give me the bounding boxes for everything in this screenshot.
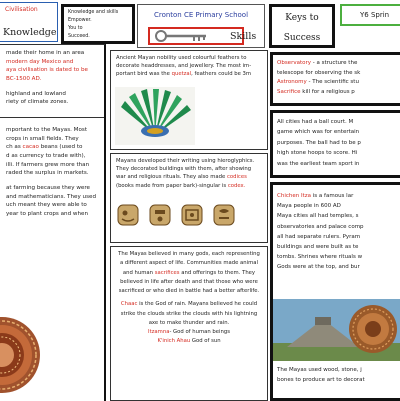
gods-line-2: a different aspect of life. Communities made animal — [120, 260, 258, 267]
skills-title: Skills — [230, 31, 257, 42]
ball-line-2: game which was for entertain — [277, 129, 360, 136]
motto-line-2: Empower. — [68, 18, 92, 24]
deity-itzamna — [115, 328, 263, 337]
gods-line-3: and human sacrifices and offerings to them. They — [122, 269, 256, 276]
writing-line-1: Mayans developed their writing using hieroglyphics. — [116, 158, 255, 164]
region-line-2: modern day Mexico and — [6, 58, 74, 65]
calendar-stone-image — [0, 315, 42, 395]
deity-name: K'inich Ahau — [157, 338, 191, 345]
school-name: Cronton CE Primary School — [153, 11, 249, 19]
mayan-region-text — [0, 45, 104, 107]
chichen-line-3: Maya cities all had temples, s — [277, 213, 359, 220]
region-line-1: made their home in an area — [6, 50, 85, 56]
chichen-itza-panel — [270, 182, 400, 401]
key-graphic — [154, 29, 224, 43]
highlighted-term: quetzal — [171, 71, 192, 78]
region-line-6: highland and lowland — [6, 90, 66, 97]
chichen-line-4: observatories and palace comp — [277, 223, 364, 230]
farming-line-11: year to plant crops and when — [6, 210, 89, 217]
gods-line-5: sacrificed or who died in battle had a better afterlife. — [118, 288, 260, 295]
highlighted-term: cacao — [22, 144, 39, 151]
glyph-icon — [181, 204, 203, 226]
school-skills-panel — [137, 4, 265, 48]
glyph-icon — [213, 204, 235, 226]
chichen-line-5: all had separate rulers. Pyram — [277, 233, 361, 240]
keys-subtitle: Success — [283, 33, 321, 43]
writing-line-4: (books made from paper bark)-singular is codex. — [116, 182, 246, 189]
knowledge-title: Knowledge — [3, 27, 57, 38]
farming-text — [0, 118, 104, 219]
nobility-panel — [110, 50, 268, 150]
region-line-3: aya civilisation is dated to be — [6, 67, 88, 74]
civilisation-panel — [0, 2, 58, 42]
motto-line-4: Succeed. — [68, 34, 90, 40]
writing-panel — [110, 153, 268, 243]
ballgame-panel — [270, 110, 400, 178]
feather-headdress-image — [115, 87, 195, 145]
region-line-4: BC-1500 AD. — [6, 75, 42, 82]
highlighted-term: codex. — [227, 182, 246, 189]
farming-line-8: at farming because they were — [6, 184, 90, 191]
vocab-observatory-cont: telescope for observing the sk — [277, 69, 361, 76]
left-column — [0, 44, 106, 401]
nobility-line-1: Ancient Mayan nobility used colourful feathers to — [116, 55, 247, 61]
art-line-1: The Mayas used wood, stone, j — [277, 367, 362, 373]
keys-to-success-panel — [269, 4, 335, 48]
art-line-2: bones to produce art to decorat — [277, 377, 365, 384]
nobility-line-2: decorate headdresses, and jewellery. The most im- — [116, 63, 252, 70]
glyph-icon — [117, 204, 139, 226]
gods-panel — [110, 246, 268, 401]
writing-line-3: war and religious rituals. They also made codices — [116, 174, 247, 181]
deity-desc: - God of human beings — [169, 329, 230, 336]
deity-chaac-cont: strike the clouds strike the clouds with his lightning — [120, 310, 258, 317]
farming-line-10: uch meant they were able to — [6, 202, 87, 209]
farming-line-5: illi. If farmers grew more than — [6, 161, 90, 168]
chichen-line-1: Chichen Itza is a famous lar — [277, 193, 354, 199]
chichen-line-6: buildings and were built as te — [277, 243, 359, 250]
deity-name: Itzamna — [148, 329, 170, 336]
deity-desc: God of sun — [190, 338, 221, 345]
farming-line-6: raded the surplus in markets. — [6, 170, 89, 177]
farming-line-9: and mathematicians. They used — [6, 193, 96, 200]
vocab-def: kill for a religious p — [300, 88, 355, 95]
vocab-astronomy — [277, 78, 397, 88]
motto-line-1: Knowledge and skills — [68, 10, 119, 15]
gods-line-4: believed in life after death and that those who were — [120, 278, 258, 285]
year-panel — [340, 4, 400, 26]
chichen-line-2: Maya people in 600 AD — [277, 203, 341, 210]
highlighted-term: sacrifices — [154, 269, 180, 276]
farming-line-2: crops in small fields. They — [6, 135, 79, 142]
region-line-7: riety of climate zones. — [6, 99, 69, 106]
vocab-term: Observatory — [277, 60, 311, 66]
vocab-def: - a structure the — [311, 60, 358, 66]
ball-line-4: high stone hoops to score. Hi — [277, 150, 358, 157]
highlighted-term: codices — [226, 174, 247, 181]
writing-line-2: They decorated buildings with them, after showing — [116, 166, 252, 173]
farming-line-3: ch as cacao beans (used to — [6, 144, 83, 151]
chichen-line-8: Gods were at the top, and bur — [277, 264, 360, 271]
vocab-def: - The scientific stu — [306, 79, 359, 86]
deity-chaac-cont-2: axe to make thunder and rain. — [148, 319, 230, 326]
motto-line-3: You to — [68, 26, 83, 32]
chichen-term: Chichen Itza — [277, 193, 312, 199]
ball-line-1: All cities had a ball court. M — [277, 119, 354, 125]
farming-line-4: d as currency to trade with), — [6, 152, 86, 159]
deity-chaac — [115, 300, 263, 309]
deity-name: Chaac — [120, 301, 138, 308]
deity-kinich — [115, 337, 263, 346]
skills-motto-panel — [61, 4, 135, 44]
ball-line-5: was the earliest team sport in — [277, 160, 360, 167]
vocabulary-panel — [270, 52, 400, 106]
vocab-sacrifice — [277, 88, 397, 98]
vocab-term: Astronomy — [277, 79, 307, 86]
gods-line-1: The Mayas believed in many gods, each representing — [118, 251, 260, 257]
farming-line-1: mportant to the Mayas. Most — [6, 126, 88, 133]
chichen-line-7: tombs. Shrines where rituals w — [277, 254, 363, 261]
deity-desc: is the God of rain. Mayans believed he could — [137, 301, 258, 308]
vocab-term: Sacrifice — [277, 88, 301, 95]
pyramid-image — [273, 299, 400, 361]
year-label: Y6 Sprin — [360, 11, 390, 19]
nobility-line-3: portant bird was the quetzal, feathers could be 3m — [116, 71, 252, 78]
glyph-icon — [149, 204, 171, 226]
glyph-row — [117, 204, 235, 226]
vocab-observatory — [277, 59, 397, 69]
ball-line-3: purposes. The ball had to be p — [277, 139, 361, 146]
keys-title: Keys to — [285, 13, 319, 23]
civilisation-label: Civilisation — [5, 6, 38, 13]
